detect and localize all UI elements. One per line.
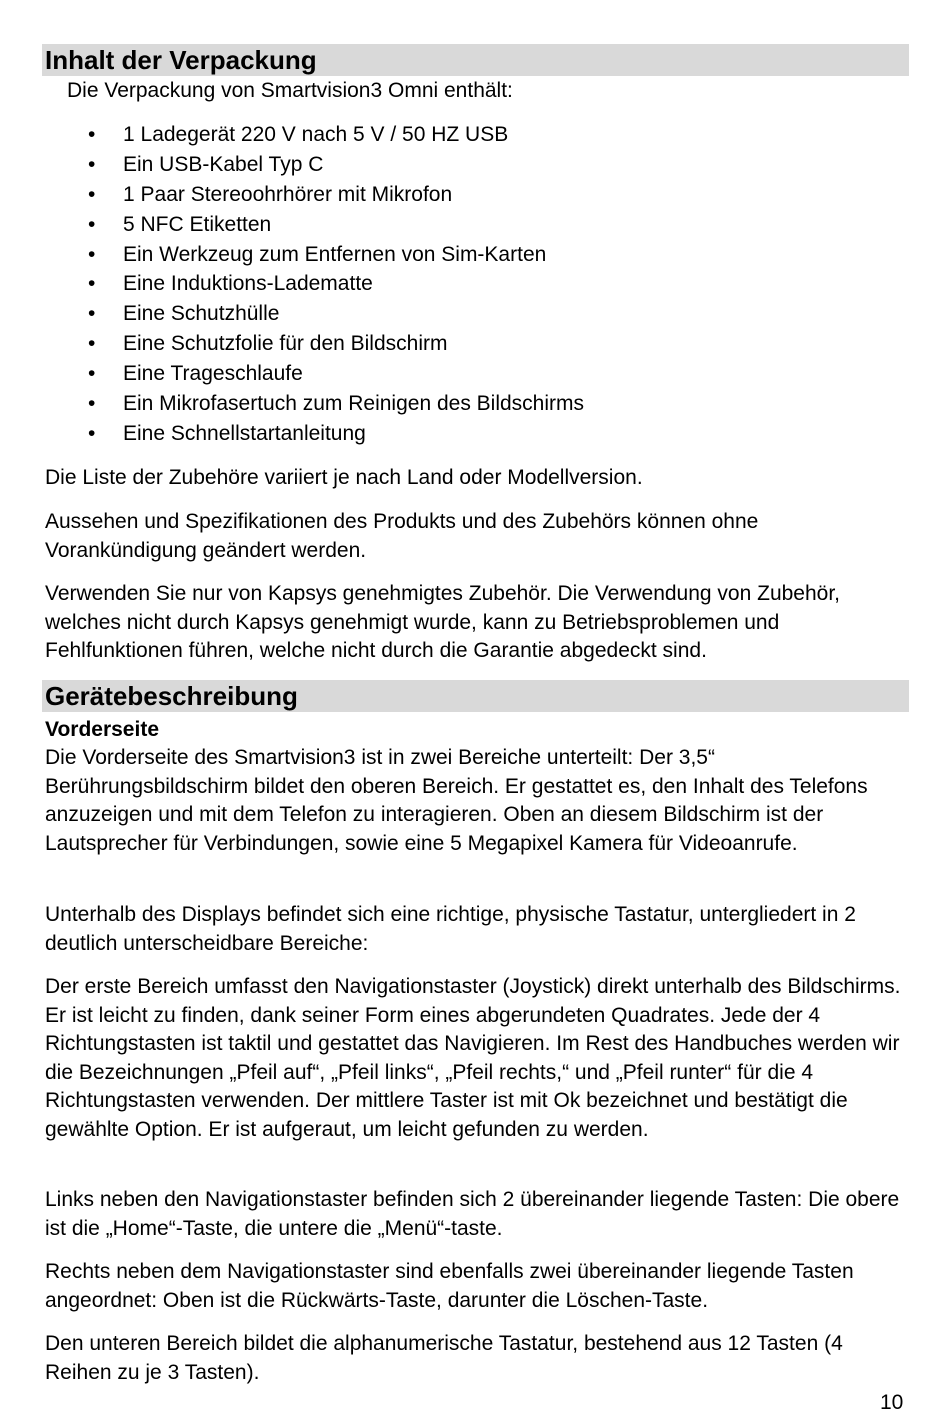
paragraph-right-keys: Rechts neben dem Navigationstaster sind ebenfalls zwei übereinander liegende Tasten angeordnet: Oben ist die Rückwärts-Taste, darunter die Löschen-Taste. <box>45 1260 854 1312</box>
bullet-icon: • <box>88 421 96 445</box>
paragraph-keyboard: Unterhalb des Displays befindet sich eine richtige, physische Tastatur, untergliedert in 2 deutlich unterscheidbare Bereiche: <box>45 903 856 955</box>
paragraph-alphanumeric-keypad: Den unteren Bereich bildet die alphanumerische Tastatur, bestehend aus 12 Tasten (4 Reihen zu je 3 Tasten). <box>45 1332 843 1384</box>
paragraph-accessories-vary: Die Liste der Zubehöre variiert je nach Land oder Modellversion. <box>45 466 643 489</box>
bullet-icon: • <box>88 332 96 356</box>
bullet-icon: • <box>88 362 96 386</box>
manual-page: Inhalt der Verpackung Die Verpackung von Smartvision3 Omni enthält: • 1 Ladegerät 220 V nach 5 V / 50 HZ USB • Ein USB-Kabel Typ C • 1 Paar Stereoohrhörer mit Mikrofon • 5 NFC Etiketten • Ein Werkzeug zum Entfernen von Sim-Karten • Eine Induktions-Ladematte • Eine Schutzhülle • Eine Schutzfolie für den Bildschirm • Eine Trageschlaufe • Ein Mikrofasertuch zum Reinigen des Bildschirms • Eine Schnellstartanleitung Die Liste der Zubehöre variiert je nach Land oder Modellversion. Aussehen und Spezifikationen des Produkts und des Zubehörs können ohne Vorankündigung geändert werden. Verwenden Sie nur von Kapsys genehmigtes Zubehör. Die Verwendung von Zubehör, welches nicht durch Kapsys genehmigt wurde, kann zu Betriebsproblemen und Fehlfunktionen führen, welche nicht durch die Garantie abgedeckt sind. Gerätebeschreibung Vorderseite Die Vorderseite des Smartvision3 ist in zwei Bereiche unterteilt: Der 3,5“ Berührungsbildschirm bildet den oberen Bereich. Er gestattet es, den Inhalt des Telefons anzuzeigen und mit dem Telefon zu interagieren. Oben an diesem Bildschirm ist der Lautsprecher für Verbindungen, sowie eine 5 Megapixel Kamera für Videoanrufe. Unterhalb des Displays befindet sich eine richtige, physische Tastatur, untergliedert in 2 deutlich unterscheidbare Bereiche: Der erste Bereich umfasst den Navigationstaster (Joystick) direkt unterhalb des Bildschirms. Er ist leicht zu finden, dank seiner Form eines abgerundeten Quadrates. Jede der 4 Richtungstasten ist taktil und gestattet das Navigieren. Im Rest des Handbuches werden wir die Bezeichnungen „Pfeil auf“, „Pfeil links“, „Pfeil rechts,“ und „Pfeil runter“ für die 4 Richtungstasten verwenden. Der mittlere Taster ist mit Ok bezeichnet und bestätigt die gewählte Option. Er ist aufgeraut, um leicht gefunden zu werden. Links neben den Navigationstaster befinden sich 2 übereinander liegende Tasten: Die obere ist die „Home“-Taste, die untere die „Menü“-taste. Rechts neben dem Navigationstaster sind ebenfalls zwei übereinander liegende Tasten angeordnet: Oben ist die Rückwärts-Taste, darunter die Löschen-Taste. Den unteren Bereich bildet die alphanumerische Tastatur, bestehend aus 12 Tasten (4 Reihen zu je 3 Tasten). 10 <box>0 0 950 1419</box>
paragraph-approved-accessories: Verwenden Sie nur von Kapsys genehmigtes Zubehör. Die Verwendung von Zubehör, welches nicht durch Kapsys genehmigt wurde, kann zu Betriebsproblemen und Fehlfunktionen führen, welche nicht durch die Garantie abgedeckt sind. <box>45 582 841 662</box>
bullet-icon: • <box>88 212 96 236</box>
bullet-icon: • <box>88 242 96 266</box>
page-number: 10 <box>880 1391 904 1414</box>
subheading-front: Vorderseite <box>45 718 159 741</box>
paragraph-left-keys: Links neben den Navigationstaster befinden sich 2 übereinander liegende Tasten: Die obere ist die „Home“-Taste, die untere die „Menü“-taste. <box>45 1188 900 1240</box>
bullet-icon: • <box>88 182 96 206</box>
paragraph-specs-change: Aussehen und Spezifikationen des Produkts und des Zubehörs können ohne Vorankündigung geändert werden. <box>45 510 759 562</box>
bullet-icon: • <box>88 123 96 146</box>
bullet-icon: • <box>88 272 96 296</box>
packaging-intro: Die Verpackung von Smartvision3 Omni enthält: <box>67 79 513 102</box>
bullet-icon: • <box>88 392 96 416</box>
bullet-icon: • <box>88 302 96 326</box>
paragraph-front-areas: Die Vorderseite des Smartvision3 ist in zwei Bereiche unterteilt: Der 3,5“ Berührungsbildschirm bildet den oberen Bereich. Er gestattet es, den Inhalt des Telefons anzuzeigen und mit dem Telefon zu interagieren. Oben an diesem Bildschirm ist der Lautsprecher für Verbindungen, sowie eine 5 Megapixel Kamera für Videoanrufe. <box>45 746 868 855</box>
paragraph-navigation-key: Der erste Bereich umfasst den Navigationstaster (Joystick) direkt unterhalb des Bildschirms. Er ist leicht zu finden, dank seiner Form eines abgerundeten Quadrates. Jede der 4 Richtungstasten ist taktil und gestattet das Navigieren. Im Rest des Handbuches werden wir die Bezeichnungen „Pfeil auf“, „Pfeil links“, „Pfeil rechts,“ und „Pfeil runter“ für die 4 Richtungstasten verwenden. Der mittlere Taster ist mit Ok bezeichnet und bestätigt die gewählte Option. Er ist aufgeraut, um leicht gefunden zu werden. <box>45 975 901 1141</box>
bullet-icon: • <box>88 152 96 176</box>
section-heading-device: Gerätebeschreibung <box>42 680 909 712</box>
section-heading-packaging: Inhalt der Verpackung <box>42 44 909 76</box>
